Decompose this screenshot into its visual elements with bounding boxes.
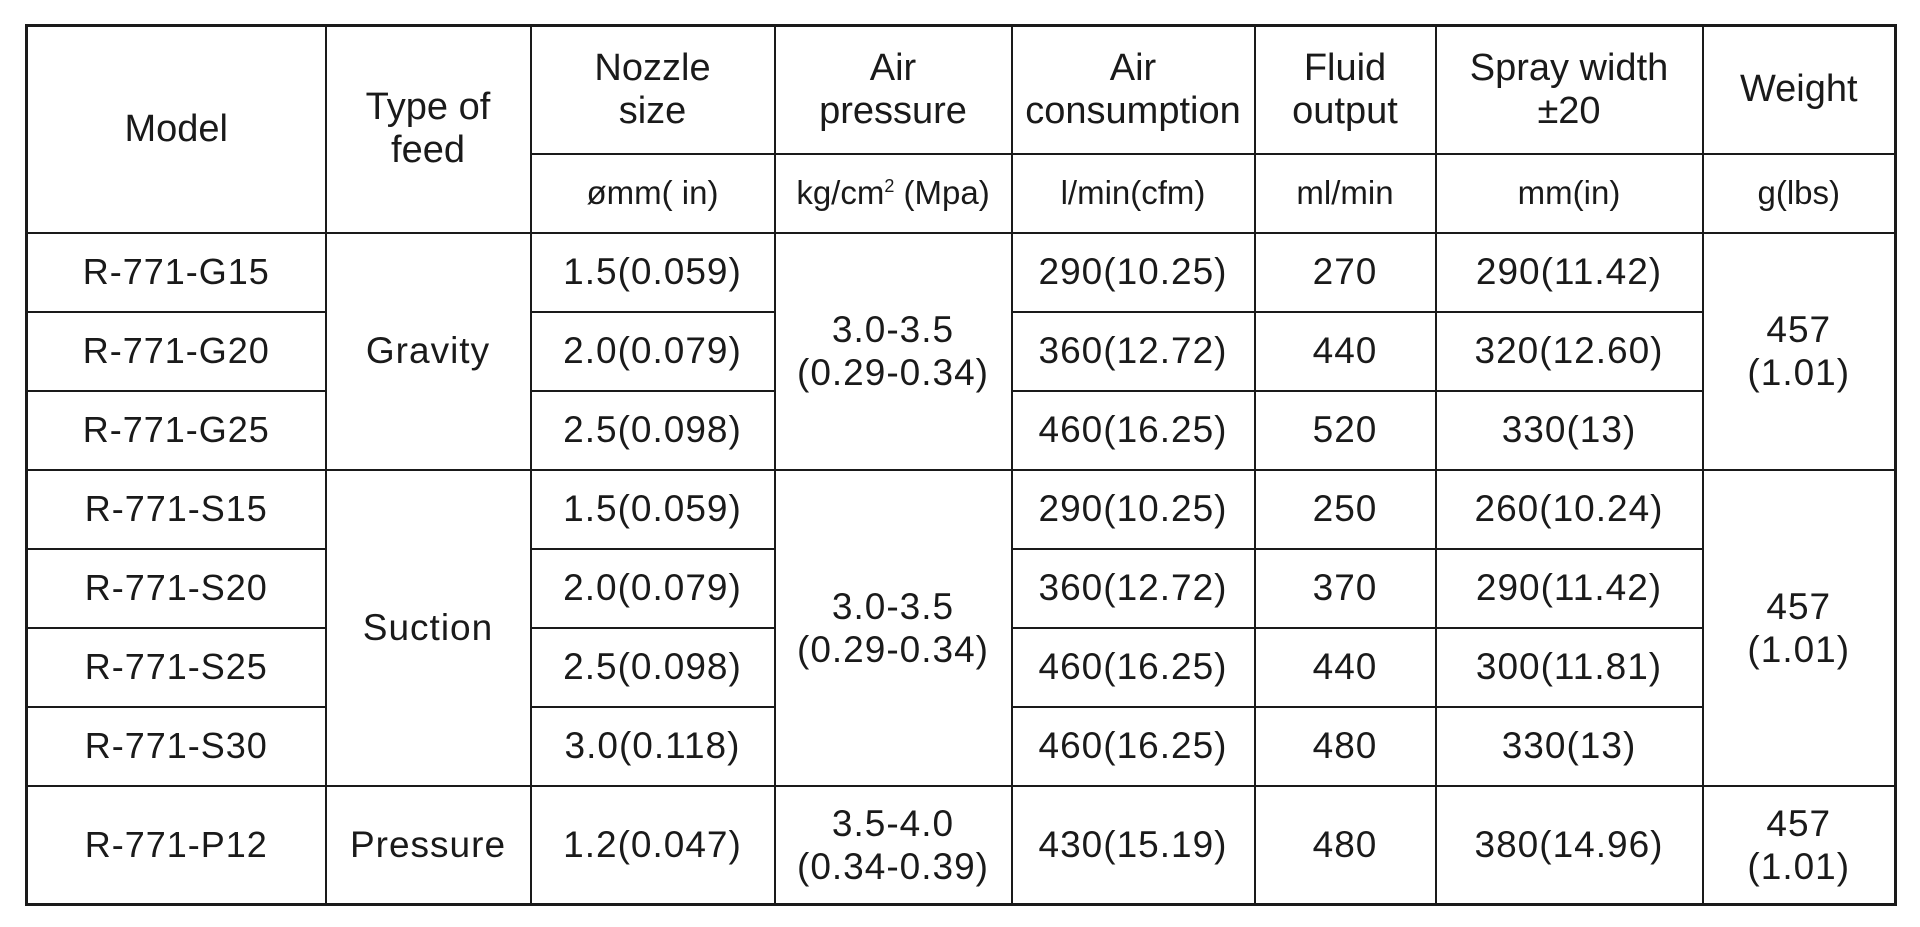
weight-lbs: (1.01)	[1747, 628, 1851, 670]
header-nozzle-line-2: size	[618, 89, 687, 132]
unit-air-pressure-exponent: 2	[884, 176, 895, 196]
fluid-output-cell: 270	[1255, 233, 1436, 312]
nozzle-cell: 1.2(0.047)	[531, 786, 775, 905]
nozzle-cell: 3.0(0.118)	[531, 707, 775, 786]
air-consumption-cell: 460(16.25)	[1012, 707, 1255, 786]
header-air-pressure-line-2: pressure	[819, 89, 967, 132]
air-pressure-mpa: (0.29-0.34)	[797, 628, 989, 670]
header-model-text: Model	[124, 107, 228, 150]
unit-air-pressure-base: kg/cm	[796, 174, 885, 211]
header-air-consumption-line-2: consumption	[1025, 89, 1241, 132]
weight-grams: 457	[1766, 585, 1832, 627]
air-pressure-cell	[775, 786, 1012, 905]
fluid-output-cell: 480	[1255, 786, 1436, 905]
header-spray-width	[1436, 26, 1703, 154]
weight-cell	[1703, 786, 1896, 905]
nozzle-cell: 2.5(0.098)	[531, 628, 775, 707]
air-consumption-cell: 360(12.72)	[1012, 549, 1255, 628]
fluid-output-cell: 370	[1255, 549, 1436, 628]
header-feed-line-2: feed	[391, 129, 465, 172]
weight-lbs: (1.01)	[1747, 352, 1851, 393]
air-pressure-kg: 3.0-3.5	[831, 585, 955, 627]
model-cell: R-771-G20	[27, 312, 326, 391]
spray-width-cell: 260(10.24)	[1436, 470, 1703, 549]
spray-width-cell: 380(14.96)	[1436, 786, 1703, 905]
table-row	[27, 233, 1896, 312]
header-air-consumption-line-1: Air	[1109, 46, 1157, 89]
fluid-output-cell: 520	[1255, 391, 1436, 470]
model-cell: R-771-S20	[27, 549, 326, 628]
header-nozzle-size	[531, 26, 775, 154]
air-pressure-mpa: (0.29-0.34)	[797, 352, 989, 393]
model-cell: R-771-G25	[27, 391, 326, 470]
spray-width-cell: 300(11.81)	[1436, 628, 1703, 707]
weight-cell	[1703, 233, 1896, 470]
air-pressure-kg: 3.0-3.5	[831, 309, 955, 350]
header-row	[27, 26, 1896, 154]
air-consumption-cell: 360(12.72)	[1012, 312, 1255, 391]
unit-nozzle: ømm( in)	[531, 154, 775, 233]
unit-spray-width: mm(in)	[1436, 154, 1703, 233]
weight-lbs: (1.01)	[1747, 845, 1851, 887]
header-air-consumption	[1012, 26, 1255, 154]
header-air-pressure-line-1: Air	[869, 46, 917, 89]
header-weight	[1703, 26, 1896, 154]
air-pressure-cell	[775, 470, 1012, 786]
header-fluid-output-line-1: Fluid	[1303, 46, 1387, 89]
fluid-output-cell: 440	[1255, 628, 1436, 707]
spray-width-cell: 330(13)	[1436, 391, 1703, 470]
unit-air-consumption: l/min(cfm)	[1012, 154, 1255, 233]
unit-air-pressure	[775, 154, 1012, 233]
header-type-of-feed	[326, 26, 531, 233]
nozzle-cell: 1.5(0.059)	[531, 233, 775, 312]
nozzle-cell: 1.5(0.059)	[531, 470, 775, 549]
air-pressure-mpa: (0.34-0.39)	[797, 845, 989, 887]
weight-cell	[1703, 470, 1896, 786]
header-air-pressure	[775, 26, 1012, 154]
feed-type-cell: Suction	[326, 470, 531, 786]
air-consumption-cell: 290(10.25)	[1012, 470, 1255, 549]
header-model	[27, 26, 326, 233]
fluid-output-cell: 480	[1255, 707, 1436, 786]
fluid-output-cell: 250	[1255, 470, 1436, 549]
nozzle-cell: 2.0(0.079)	[531, 312, 775, 391]
feed-type-cell: Pressure	[326, 786, 531, 905]
model-cell: R-771-G15	[27, 233, 326, 312]
table-row	[27, 470, 1896, 549]
fluid-output-cell: 440	[1255, 312, 1436, 391]
air-consumption-cell: 460(16.25)	[1012, 391, 1255, 470]
model-cell: R-771-S30	[27, 707, 326, 786]
air-pressure-kg: 3.5-4.0	[831, 802, 955, 844]
model-cell: R-771-S25	[27, 628, 326, 707]
weight-grams: 457	[1766, 802, 1832, 844]
model-cell: R-771-S15	[27, 470, 326, 549]
table-row	[27, 786, 1896, 905]
spray-width-cell: 290(11.42)	[1436, 233, 1703, 312]
feed-type-cell: Gravity	[326, 233, 531, 470]
nozzle-cell: 2.5(0.098)	[531, 391, 775, 470]
spray-width-cell: 290(11.42)	[1436, 549, 1703, 628]
air-consumption-cell: 290(10.25)	[1012, 233, 1255, 312]
nozzle-cell: 2.0(0.079)	[531, 549, 775, 628]
header-fluid-output	[1255, 26, 1436, 154]
header-spray-width-line-1: Spray width	[1469, 46, 1669, 89]
spec-table	[25, 24, 1897, 906]
header-nozzle-line-1: Nozzle	[594, 46, 711, 89]
air-consumption-cell: 430(15.19)	[1012, 786, 1255, 905]
air-consumption-cell: 460(16.25)	[1012, 628, 1255, 707]
header-feed-line-1: Type of	[365, 86, 491, 129]
spray-width-cell: 320(12.60)	[1436, 312, 1703, 391]
air-pressure-cell	[775, 233, 1012, 470]
header-spray-width-line-2: ±20	[1537, 89, 1601, 132]
weight-grams: 457	[1766, 309, 1832, 350]
unit-air-pressure-mpa: (Mpa)	[894, 174, 990, 211]
header-weight-text: Weight	[1739, 68, 1858, 111]
unit-fluid-output: ml/min	[1255, 154, 1436, 233]
model-cell: R-771-P12	[27, 786, 326, 905]
unit-weight: g(lbs)	[1703, 154, 1896, 233]
spray-width-cell: 330(13)	[1436, 707, 1703, 786]
header-fluid-output-line-2: output	[1292, 89, 1398, 132]
